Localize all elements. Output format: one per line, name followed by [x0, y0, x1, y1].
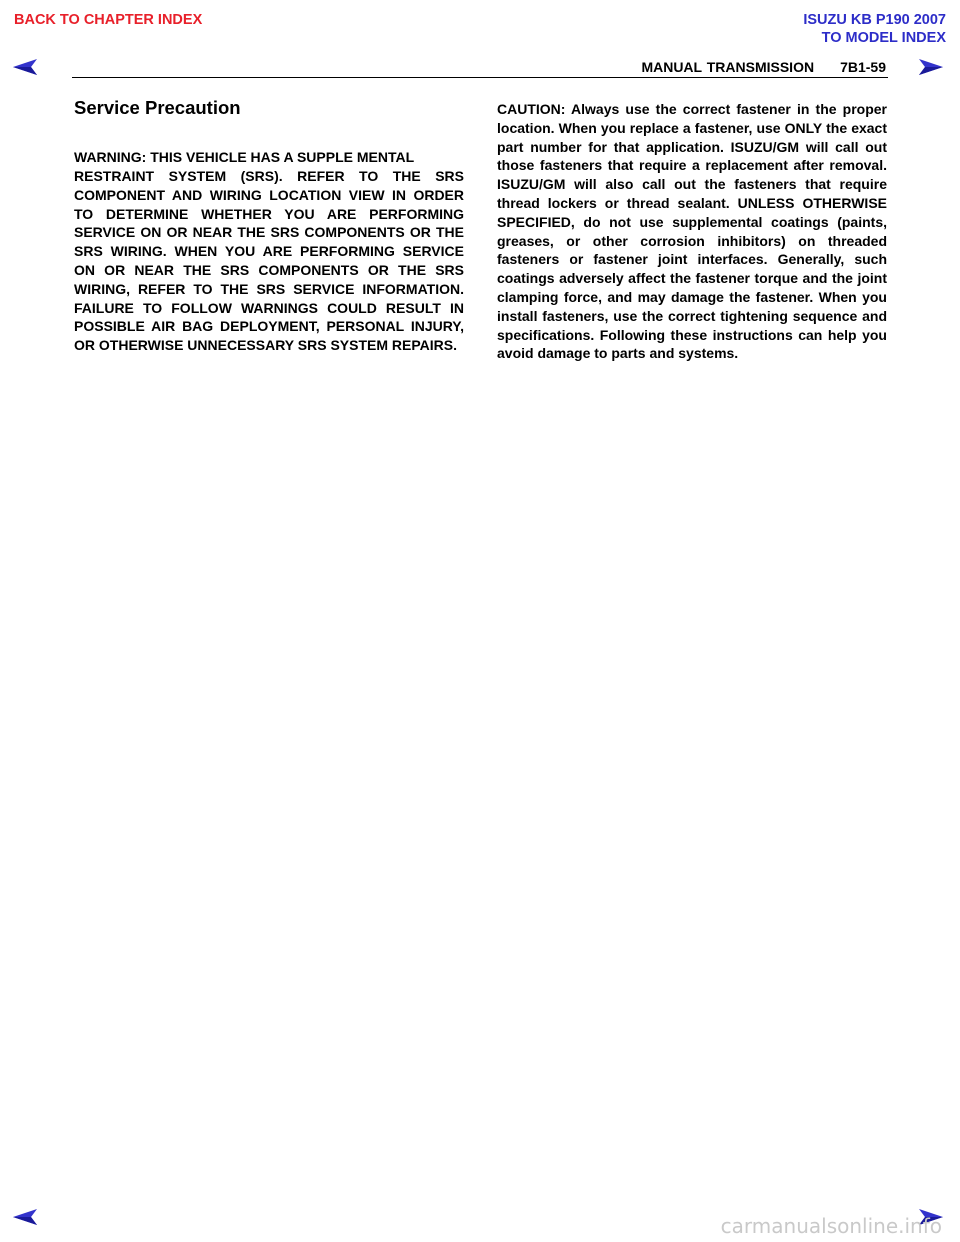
warning-text: RESTRAINT SYSTEM (SRS). REFER TO THE SRS COMPONENT AND WIRING LOCATION VIEW IN ORDER TO DETERMINE WHETHER YOU ARE PERFORMING SERVICE ON OR NEAR THE SRS COMPONENTS OR THE SRS WIRING. WHEN YOU ARE PERFORMING SERVICE ON OR NEAR THE SRS COMPONENTS OR THE SRS WIRING, REFER TO THE SRS SERVICE INFORMATION. FAILURE TO FOLLOW WARNINGS COULD RESULT IN POSSIBLE AIR BAG DEPLOYMENT, PERSONAL INJURY, OR OTHERWISE UNNECESSARY SRS SYSTEM REPAIRS.	[74, 168, 464, 354]
left-arrow-icon[interactable]	[12, 1208, 38, 1226]
warning-lead: WARNING: THIS VEHICLE HAS A SUPPLE MENTAL	[74, 149, 415, 165]
caution-text: CAUTION: Always use the correct fastener in the proper location. When you replace a fastener, use ONLY the exact part number for that application. ISUZU/GM will call out those fasteners that require a replacement after removal. ISUZU/GM will also call out the fasteners that require thread lockers or thread sealant. UNLESS OTHERWISE SPECIFIED, do not use supplemental coatings (paints, greases, or other corrosion inhibitors) on threaded fasteners or fastener joint interfaces. Generally, such coatings adversely affect the fastener torque and the joint clamping force, and may damage the fastener. When you install fasteners, use the correct tightening sequence and specifications. Following these instructions can help you avoid damage to parts and systems.	[497, 101, 887, 362]
page-number: 7B1-59	[840, 59, 886, 75]
running-header	[641, 59, 886, 75]
to-model-index-link[interactable]: TO MODEL INDEX	[821, 30, 946, 46]
header-rule	[72, 77, 888, 78]
right-arrow-icon[interactable]	[918, 58, 944, 76]
chapter-title: MANUAL TRANSMISSION	[641, 59, 815, 75]
back-to-chapter-index-link[interactable]: BACK TO CHAPTER INDEX	[14, 12, 203, 28]
left-arrow-icon[interactable]	[12, 58, 38, 76]
section-title: Service Precaution	[74, 97, 241, 118]
model-title: ISUZU KB P190 2007	[803, 12, 946, 28]
watermark: carmanualsonline.info	[720, 1214, 942, 1238]
